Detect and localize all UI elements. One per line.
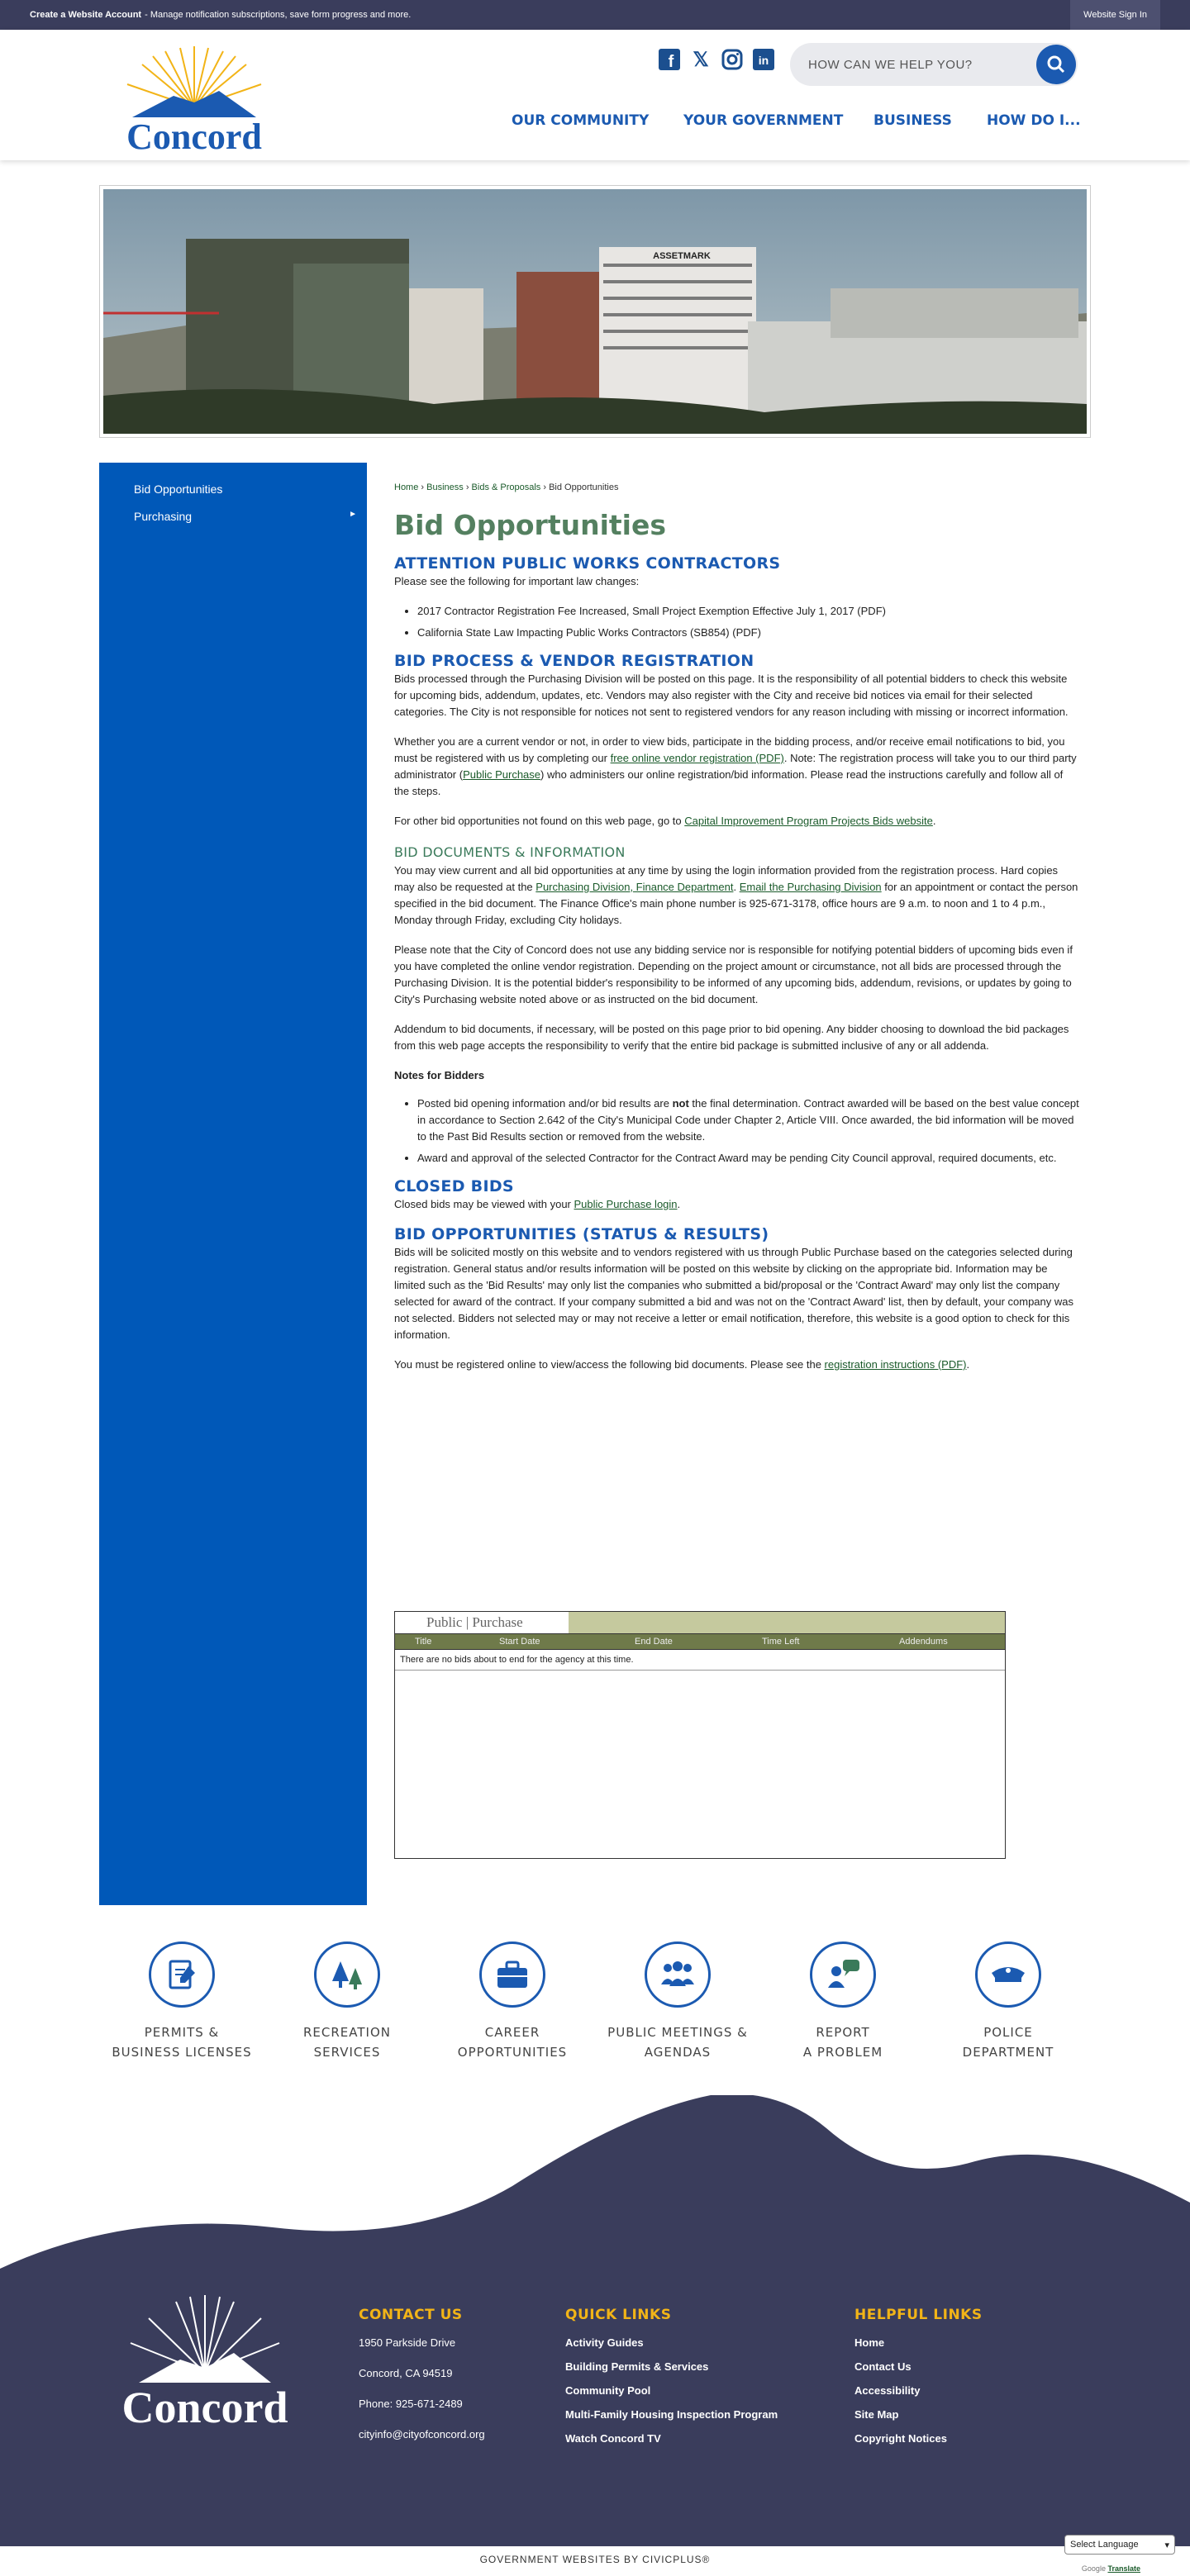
create-account-text: - Manage notification subscriptions, save form progress and more. <box>145 10 412 20</box>
quick-links-heading: QUICK LINKS <box>565 2307 672 2323</box>
building-sign: ASSETMARK <box>653 251 711 261</box>
widget-empty-row: There are no bids about to end for the agency at this time. <box>395 1650 1005 1671</box>
permit-icon <box>165 1958 198 1991</box>
nav-your-government[interactable]: YOUR GOVERNMENT <box>683 112 844 129</box>
site-header <box>0 30 1190 160</box>
registration-instructions-link[interactable]: registration instructions (PDF) <box>824 1358 967 1371</box>
quick-link-label: POLICE <box>983 2025 1033 2040</box>
note-item: • Posted bid opening information and/or bid results are not the final determination. Contract awarded will be based on the best value concept in accordance to Section 2.642 of the City's Municipal Code under Chapter 2, Article VIII. Once awarded, the bid information will be moved to the Past Bid Results section or removed from the website. <box>417 1096 1080 1145</box>
facebook-icon[interactable] <box>658 48 681 71</box>
quick-link-label: PERMITS & <box>144 2025 220 2040</box>
language-select[interactable] <box>1064 2535 1175 2555</box>
docs-heading: BID DOCUMENTS & INFORMATION <box>394 844 626 860</box>
sidebar-item-label: Bid Opportunities <box>134 482 223 496</box>
translate-link[interactable]: Translate <box>1107 2564 1140 2573</box>
footer-link[interactable]: Building Permits & Services <box>565 2360 709 2373</box>
col-addendums[interactable]: Addendums <box>899 1637 948 1647</box>
breadcrumb-business[interactable]: Business <box>426 482 464 492</box>
footer-helpful-links <box>854 2307 983 2456</box>
footer-link[interactable]: Activity Guides <box>565 2336 644 2349</box>
public-purchase-widget <box>394 1611 1006 1859</box>
quick-link-label: OPPORTUNITIES <box>457 2045 568 2060</box>
chat-person-icon <box>825 1958 861 1991</box>
process-p3: For other bid opportunities not found on this web page, go to Capital Improvement Program Projects Bids website. <box>394 815 936 827</box>
quick-link-police[interactable] <box>934 1942 1083 2062</box>
email-link[interactable]: cityinfo@cityofconcord.org <box>359 2428 485 2441</box>
footer-quick-links <box>565 2307 778 2456</box>
notes-heading: Notes for Bidders <box>394 1069 485 1081</box>
address-line: 1950 Parkside Drive <box>359 2336 456 2349</box>
sign-in-button[interactable]: Website Sign In <box>1070 0 1160 30</box>
widget-logo-bar <box>395 1612 1005 1633</box>
briefcase-icon <box>494 1958 531 1991</box>
civicplus-credit[interactable]: GOVERNMENT WEBSITES BY CIVICPLUS® <box>0 2546 1190 2576</box>
docs-p1: You may view current and all bid opportunities at any time by using the login information provided from the registration process. Hard copies may also be requested at the Purchasing Division, Finance Department. Email the Purchasing Division for an appointment or contact the person specified in the bid document. The Finance Office's main phone number is 925-671-3178, office hours are 9 a.m. to noon and 1 to 4 p.m., Monday through Friday, excluding City holidays. <box>394 864 1078 926</box>
notes-list <box>417 1096 1080 1167</box>
quick-link-label: REPORT <box>816 2025 870 2040</box>
purchasing-division-link[interactable]: Purchasing Division, Finance Department <box>536 881 734 893</box>
mountain-decoration <box>0 2095 1190 2290</box>
docs-p3: Addendum to bid documents, if necessary, will be posted on this page prior to bid opening. Any bidder choosing to download the bid packages from this web page accepts the responsibility to verify that the entire bid package is submitted inclusive of any or all addenda. <box>394 1023 1069 1052</box>
attention-heading: ATTENTION PUBLIC WORKS CONTRACTORS <box>394 554 781 573</box>
page-title: Bid Opportunities <box>394 509 667 541</box>
footer-link[interactable]: Home <box>854 2336 885 2349</box>
col-time-left[interactable]: Time Left <box>762 1637 800 1647</box>
language-select-label: Select Language <box>1070 2540 1139 2550</box>
public-purchase-login-link[interactable]: Public Purchase login <box>574 1198 678 1210</box>
public-purchase-logo: Public | Purchase <box>395 1612 569 1633</box>
closed-text: Closed bids may be viewed with your Public Purchase login. <box>394 1198 681 1210</box>
process-p2: Whether you are a current vendor or not, in order to view bids, participate in the bidding process, and/or receive email notifications to bid, you must be registered with us by completing our free online vendor registration (PDF). Note: The registration process will take you to our third party administrator (Public Purchase) who administers our online registration/bid information. Please read the instructions carefully and follow all of the steps. <box>394 735 1077 797</box>
nav-our-community[interactable]: OUR COMMUNITY <box>512 112 650 129</box>
cip-bids-link[interactable]: Capital Improvement Program Projects Bids website <box>684 815 933 827</box>
breadcrumb-current: Bid Opportunities <box>549 482 619 492</box>
phone[interactable]: Phone: 925-671-2489 <box>359 2398 463 2410</box>
search-placeholder: HOW CAN WE HELP YOU? <box>808 57 973 72</box>
sidebar-item-purchasing[interactable] <box>134 510 357 523</box>
concord-logo[interactable] <box>107 41 281 157</box>
powered-by-label: Google <box>1081 2564 1106 2573</box>
status-p2: You must be registered online to view/access the following bid documents. Please see the registration instructions (PDF). <box>394 1358 970 1371</box>
vendor-registration-link[interactable]: free online vendor registration (PDF) <box>610 752 784 764</box>
footer-logo[interactable] <box>98 2290 312 2439</box>
quick-link-permits[interactable] <box>107 1942 256 2062</box>
quick-link-label: SERVICES <box>313 2045 381 2060</box>
contact-heading: CONTACT US <box>359 2307 463 2323</box>
footer-contact <box>359 2307 485 2452</box>
docs-p2: Please note that the City of Concord does not use any bidding service nor is responsible for notifying potential bidders of upcoming bids even if you have completed the online vendor registration. Depending on the project amount or circumstance, not all bids are processed through the Purchasing Division. It is the potential bidder's responsibility to be informed of any upcoming bids, addendum, revisions, or updates by going to City's Purchasing website noted above or as instructed on the bid document. <box>394 943 1073 1005</box>
svg-text:f: f <box>668 53 674 70</box>
svg-text:in: in <box>758 54 769 67</box>
chevron-down-icon: ▾ <box>1164 2540 1169 2550</box>
logo-text: Concord <box>126 116 262 157</box>
search-icon <box>1047 55 1065 74</box>
breadcrumb-home[interactable]: Home <box>394 482 419 492</box>
main-content <box>394 479 1080 1386</box>
create-account-link[interactable]: Create a Website Account <box>30 10 142 20</box>
status-heading: BID OPPORTUNITIES (STATUS & RESULTS) <box>394 1225 769 1243</box>
quick-link-label: DEPARTMENT <box>962 2045 1054 2060</box>
footer-logo-text: Concord <box>121 2383 288 2432</box>
nav-business[interactable]: BUSINESS <box>873 112 952 129</box>
quick-link-label: A PROBLEM <box>802 2045 883 2060</box>
sidebar-item-label: Purchasing <box>134 510 193 523</box>
footer-link[interactable]: Site Map <box>854 2408 899 2421</box>
quick-link-label: CAREER <box>484 2025 540 2040</box>
address-line: Concord, CA 94519 <box>359 2367 453 2379</box>
quick-link-recreation[interactable] <box>273 1942 421 2062</box>
google-translate-credit <box>1082 2564 1140 2573</box>
social-links <box>658 48 775 71</box>
trees-icon <box>329 1958 365 1991</box>
x-icon[interactable]: 𝕏 <box>693 48 709 71</box>
sidebar-item-bid-opportunities[interactable] <box>134 482 357 496</box>
footer-link[interactable]: Multi-Family Housing Inspection Program <box>565 2408 778 2421</box>
search-button[interactable] <box>1036 45 1076 84</box>
note-item: • Award and approval of the selected Contractor for the Contract Award may be pending City Council approval, required documents, etc. <box>417 1150 1080 1167</box>
footer-link[interactable]: Watch Concord TV <box>565 2432 661 2445</box>
police-icon <box>988 1958 1028 1991</box>
footer-link[interactable]: Accessibility <box>854 2384 921 2397</box>
helpful-links-heading: HELPFUL LINKS <box>854 2307 983 2323</box>
search-input[interactable] <box>790 43 1078 86</box>
process-heading: BID PROCESS & VENDOR REGISTRATION <box>394 652 754 670</box>
quick-link-label: RECREATION <box>303 2025 391 2040</box>
quick-link-meetings[interactable] <box>603 1942 752 2062</box>
process-p1: Bids processed through the Purchasing Division will be posted on this page. It is the responsibility of all potential bidders to check this website for upcoming bids, addendum, updates, etc. Vendors may also register with the City and receive bid notices via email for their selected categories. The City is not responsible for notices not sent to registered vendors for any reason including with missing or incorrect information. <box>394 673 1069 718</box>
people-icon <box>658 1958 697 1991</box>
footer-link[interactable]: Contact Us <box>854 2360 912 2373</box>
email-purchasing-link[interactable]: Email the Purchasing Division <box>739 881 882 893</box>
attention-intro: Please see the following for important law changes: <box>394 575 640 587</box>
breadcrumb-bids[interactable]: Bids & Proposals <box>471 482 541 492</box>
banner-image <box>99 185 1091 438</box>
footer-link[interactable]: Community Pool <box>565 2384 651 2397</box>
col-start-date[interactable]: Start Date <box>499 1637 540 1647</box>
law-list <box>417 603 1080 641</box>
breadcrumb: Home › Business › Bids & Proposals › Bid Opportunities <box>394 482 619 492</box>
footer-link[interactable]: Copyright Notices <box>854 2432 947 2445</box>
quick-link-report[interactable] <box>769 1942 917 2062</box>
site-footer <box>0 2290 1190 2546</box>
law-item[interactable]: • California State Law Impacting Public Works Contractors (SB854) (PDF) <box>417 625 1080 641</box>
nav-how-do-i[interactable]: HOW DO I... <box>987 112 1081 129</box>
col-end-date[interactable]: End Date <box>635 1637 673 1647</box>
widget-header-row <box>395 1633 1005 1650</box>
sidebar <box>99 463 367 1905</box>
account-bar <box>0 0 1190 30</box>
public-purchase-link[interactable]: Public Purchase <box>463 768 541 781</box>
quick-link-label: PUBLIC MEETINGS & <box>607 2025 748 2040</box>
instagram-icon[interactable] <box>721 48 744 71</box>
quick-link-label: BUSINESS LICENSES <box>112 2045 252 2060</box>
law-item[interactable]: • 2017 Contractor Registration Fee Increased, Small Project Exemption Effective July 1, 2017 (PDF) <box>417 603 1080 620</box>
chevron-right-icon[interactable]: ► <box>349 510 357 519</box>
quick-link-label: AGENDAS <box>644 2045 712 2060</box>
col-title[interactable]: Title <box>415 1637 432 1647</box>
closed-heading: CLOSED BIDS <box>394 1177 514 1195</box>
linkedin-icon[interactable] <box>752 48 775 71</box>
quick-link-career[interactable] <box>438 1942 587 2062</box>
status-p1: Bids will be solicited mostly on this website and to vendors registered with us through Public Purchase based on the categories selected during registration. General status and/or results information will be posted on this website by clicking on the appropriate bid. Information may be limited such as the 'Bid Results' may only list the companies who submitted a bid/proposal or the 'Contract Award' may only list the company selected for award of the contract. If your company submitted a bid and was not on the 'Contract Award' list, then by default, your company was not selected. Bidders not selected may or may not receive a letter or email notification, therefore, this website is a good option to check for this information. <box>394 1246 1073 1341</box>
